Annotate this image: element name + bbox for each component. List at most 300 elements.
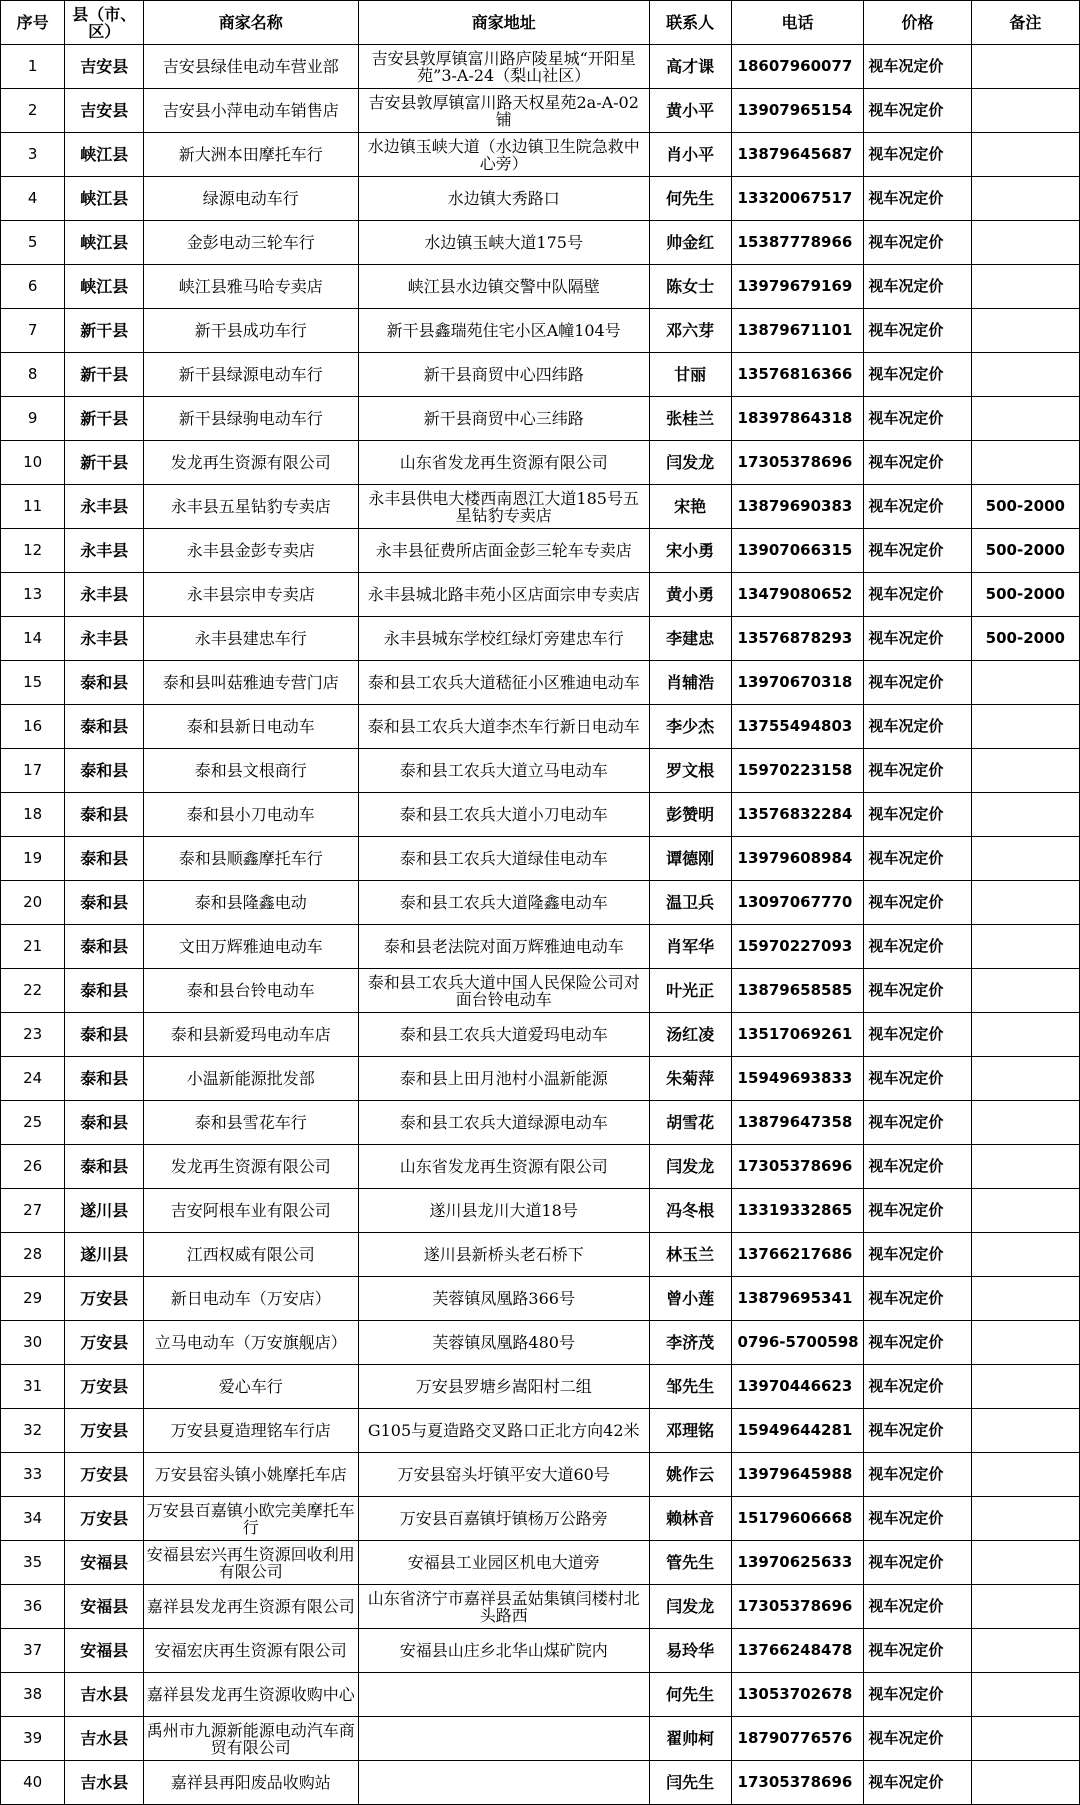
header-merchant-address: 商家地址 <box>358 1 649 45</box>
cell-merchant-name: 万安县窑头镇小姚摩托车店 <box>144 1453 359 1497</box>
cell-merchant-name: 金彭电动三轮车行 <box>144 221 359 265</box>
cell-contact: 肖军华 <box>649 925 731 969</box>
cell-phone: 13320067517 <box>731 177 864 221</box>
cell-remark <box>971 1277 1079 1321</box>
cell-merchant-name: 安福县宏兴再生资源回收利用有限公司 <box>144 1541 359 1585</box>
cell-price: 视车况定价 <box>864 1057 971 1101</box>
table-row <box>1 265 1080 309</box>
cell-phone: 13979679169 <box>731 265 864 309</box>
cell-index: 31 <box>1 1365 65 1409</box>
cell-price: 视车况定价 <box>864 1717 971 1761</box>
cell-merchant-name: 泰和县文根商行 <box>144 749 359 793</box>
cell-county: 泰和县 <box>65 969 144 1013</box>
cell-county: 遂川县 <box>65 1233 144 1277</box>
cell-county: 万安县 <box>65 1497 144 1541</box>
cell-remark <box>971 1409 1079 1453</box>
cell-merchant-name: 泰和县顺鑫摩托车行 <box>144 837 359 881</box>
cell-price: 视车况定价 <box>864 617 971 661</box>
cell-contact: 陈女士 <box>649 265 731 309</box>
cell-merchant-address <box>358 1761 649 1805</box>
cell-merchant-address: 峡江县水边镇交警中队隔壁 <box>358 265 649 309</box>
cell-merchant-name: 峡江县雅马哈专卖店 <box>144 265 359 309</box>
cell-phone: 18397864318 <box>731 397 864 441</box>
cell-phone: 13879671101 <box>731 309 864 353</box>
cell-county: 新干县 <box>65 309 144 353</box>
cell-index: 9 <box>1 397 65 441</box>
cell-county: 峡江县 <box>65 177 144 221</box>
header-county: 县（市、区） <box>65 1 144 45</box>
cell-index: 3 <box>1 133 65 177</box>
cell-county: 泰和县 <box>65 749 144 793</box>
cell-contact: 宋小勇 <box>649 529 731 573</box>
cell-phone: 15949693833 <box>731 1057 864 1101</box>
cell-merchant-address: 永丰县征费所店面金彭三轮车专卖店 <box>358 529 649 573</box>
cell-phone: 13576878293 <box>731 617 864 661</box>
cell-merchant-address: 新干县鑫瑞苑住宅小区A幢104号 <box>358 309 649 353</box>
cell-contact: 肖小平 <box>649 133 731 177</box>
cell-merchant-address: 泰和县工农兵大道中国人民保险公司对面台铃电动车 <box>358 969 649 1013</box>
cell-price: 视车况定价 <box>864 749 971 793</box>
cell-remark <box>971 133 1079 177</box>
cell-remark <box>971 1453 1079 1497</box>
cell-merchant-address: 新干县商贸中心三纬路 <box>358 397 649 441</box>
table-row <box>1 177 1080 221</box>
cell-price: 视车况定价 <box>864 573 971 617</box>
cell-county: 泰和县 <box>65 1145 144 1189</box>
cell-phone: 15970223158 <box>731 749 864 793</box>
cell-phone: 13319332865 <box>731 1189 864 1233</box>
cell-contact: 邓理铭 <box>649 1409 731 1453</box>
cell-merchant-name: 永丰县金彭专卖店 <box>144 529 359 573</box>
cell-contact: 冯冬根 <box>649 1189 731 1233</box>
cell-remark <box>971 1189 1079 1233</box>
table-row <box>1 1585 1080 1629</box>
cell-remark <box>971 265 1079 309</box>
cell-merchant-address <box>358 1717 649 1761</box>
cell-remark <box>971 1585 1079 1629</box>
header-row <box>1 1 1080 45</box>
cell-county: 永丰县 <box>65 573 144 617</box>
cell-index: 18 <box>1 793 65 837</box>
cell-price: 视车况定价 <box>864 661 971 705</box>
table-row <box>1 1629 1080 1673</box>
cell-contact: 宋艳 <box>649 485 731 529</box>
cell-merchant-address: 泰和县工农兵大道李杰车行新日电动车 <box>358 705 649 749</box>
cell-county: 安福县 <box>65 1585 144 1629</box>
table-body <box>1 45 1080 1805</box>
cell-index: 27 <box>1 1189 65 1233</box>
cell-price: 视车况定价 <box>864 1541 971 1585</box>
cell-merchant-name: 泰和县新爱玛电动车店 <box>144 1013 359 1057</box>
cell-remark <box>971 1629 1079 1673</box>
cell-county: 万安县 <box>65 1365 144 1409</box>
cell-remark <box>971 1145 1079 1189</box>
cell-merchant-name: 小温新能源批发部 <box>144 1057 359 1101</box>
cell-merchant-address: 泰和县工农兵大道嵇征小区雅迪电动车 <box>358 661 649 705</box>
table-row <box>1 1761 1080 1805</box>
cell-merchant-address: 泰和县工农兵大道绿佳电动车 <box>358 837 649 881</box>
cell-index: 26 <box>1 1145 65 1189</box>
cell-remark <box>971 353 1079 397</box>
cell-merchant-address: 泰和县工农兵大道隆鑫电动车 <box>358 881 649 925</box>
table-row <box>1 441 1080 485</box>
cell-index: 14 <box>1 617 65 661</box>
cell-merchant-address: 水边镇玉峡大道175号 <box>358 221 649 265</box>
cell-phone: 18790776576 <box>731 1717 864 1761</box>
cell-index: 7 <box>1 309 65 353</box>
cell-contact: 邹先生 <box>649 1365 731 1409</box>
cell-county: 峡江县 <box>65 221 144 265</box>
table-row <box>1 1321 1080 1365</box>
cell-index: 12 <box>1 529 65 573</box>
table-row <box>1 793 1080 837</box>
cell-merchant-name: 吉安阿根车业有限公司 <box>144 1189 359 1233</box>
cell-remark <box>971 1233 1079 1277</box>
cell-contact: 张桂兰 <box>649 397 731 441</box>
cell-contact: 闫先生 <box>649 1761 731 1805</box>
cell-county: 吉水县 <box>65 1761 144 1805</box>
cell-county: 永丰县 <box>65 617 144 661</box>
cell-merchant-name: 新干县绿驹电动车行 <box>144 397 359 441</box>
cell-county: 万安县 <box>65 1321 144 1365</box>
cell-merchant-address: 遂川县新桥头老石桥下 <box>358 1233 649 1277</box>
cell-phone: 13879658585 <box>731 969 864 1013</box>
table-row <box>1 1453 1080 1497</box>
cell-price: 视车况定价 <box>864 1497 971 1541</box>
cell-remark <box>971 793 1079 837</box>
cell-remark <box>971 881 1079 925</box>
cell-phone: 15949644281 <box>731 1409 864 1453</box>
cell-price: 视车况定价 <box>864 529 971 573</box>
cell-merchant-address: 水边镇大秀路口 <box>358 177 649 221</box>
cell-contact: 李建忠 <box>649 617 731 661</box>
cell-remark <box>971 1057 1079 1101</box>
cell-phone: 13907066315 <box>731 529 864 573</box>
cell-remark <box>971 1321 1079 1365</box>
cell-index: 2 <box>1 89 65 133</box>
cell-merchant-address: 山东省济宁市嘉祥县孟姑集镇闫楼村北头路西 <box>358 1585 649 1629</box>
table-row <box>1 89 1080 133</box>
cell-contact: 李少杰 <box>649 705 731 749</box>
cell-merchant-address: 泰和县工农兵大道小刀电动车 <box>358 793 649 837</box>
cell-remark <box>971 1673 1079 1717</box>
cell-phone: 15387778966 <box>731 221 864 265</box>
cell-contact: 闫发龙 <box>649 1585 731 1629</box>
cell-merchant-address: 泰和县上田月池村小温新能源 <box>358 1057 649 1101</box>
cell-merchant-address: 山东省发龙再生资源有限公司 <box>358 441 649 485</box>
header-contact: 联系人 <box>649 1 731 45</box>
cell-merchant-address: 芙蓉镇凤凰路366号 <box>358 1277 649 1321</box>
cell-remark: 500-2000 <box>971 485 1079 529</box>
cell-remark <box>971 837 1079 881</box>
cell-price: 视车况定价 <box>864 397 971 441</box>
table-row <box>1 397 1080 441</box>
cell-county: 安福县 <box>65 1629 144 1673</box>
cell-price: 视车况定价 <box>864 1365 971 1409</box>
cell-contact: 翟帅柯 <box>649 1717 731 1761</box>
table-row <box>1 661 1080 705</box>
cell-merchant-address: 永丰县城北路丰苑小区店面宗申专卖店 <box>358 573 649 617</box>
cell-merchant-address: 万安县罗塘乡嵩阳村二组 <box>358 1365 649 1409</box>
cell-contact: 黄小勇 <box>649 573 731 617</box>
cell-price: 视车况定价 <box>864 133 971 177</box>
cell-price: 视车况定价 <box>864 793 971 837</box>
cell-index: 37 <box>1 1629 65 1673</box>
cell-price: 视车况定价 <box>864 1233 971 1277</box>
cell-remark <box>971 397 1079 441</box>
table-row <box>1 1101 1080 1145</box>
cell-remark <box>971 661 1079 705</box>
cell-index: 33 <box>1 1453 65 1497</box>
cell-merchant-name: 嘉祥县发龙再生资源有限公司 <box>144 1585 359 1629</box>
cell-phone: 13755494803 <box>731 705 864 749</box>
cell-county: 泰和县 <box>65 793 144 837</box>
table-row <box>1 1717 1080 1761</box>
cell-index: 28 <box>1 1233 65 1277</box>
cell-county: 泰和县 <box>65 705 144 749</box>
cell-contact: 黄小平 <box>649 89 731 133</box>
cell-phone: 13479080652 <box>731 573 864 617</box>
cell-price: 视车况定价 <box>864 1673 971 1717</box>
cell-merchant-address: G105与夏造路交叉路口正北方向42米 <box>358 1409 649 1453</box>
cell-index: 35 <box>1 1541 65 1585</box>
cell-index: 8 <box>1 353 65 397</box>
cell-merchant-address: 安福县山庄乡北华山煤矿院内 <box>358 1629 649 1673</box>
cell-price: 视车况定价 <box>864 881 971 925</box>
table-row <box>1 1013 1080 1057</box>
cell-price: 视车况定价 <box>864 1101 971 1145</box>
table-row <box>1 1057 1080 1101</box>
cell-contact: 高才课 <box>649 45 731 89</box>
cell-phone: 13879647358 <box>731 1101 864 1145</box>
cell-price: 视车况定价 <box>864 1409 971 1453</box>
cell-merchant-name: 泰和县新日电动车 <box>144 705 359 749</box>
cell-merchant-name: 绿源电动车行 <box>144 177 359 221</box>
table-row <box>1 45 1080 89</box>
cell-merchant-name: 安福宏庆再生资源有限公司 <box>144 1629 359 1673</box>
cell-merchant-address: 新干县商贸中心四纬路 <box>358 353 649 397</box>
cell-price: 视车况定价 <box>864 485 971 529</box>
cell-price: 视车况定价 <box>864 1145 971 1189</box>
cell-county: 万安县 <box>65 1277 144 1321</box>
cell-price: 视车况定价 <box>864 1013 971 1057</box>
cell-remark <box>971 221 1079 265</box>
cell-remark <box>971 705 1079 749</box>
table-row <box>1 309 1080 353</box>
table-row <box>1 617 1080 661</box>
cell-price: 视车况定价 <box>864 1453 971 1497</box>
cell-price: 视车况定价 <box>864 353 971 397</box>
cell-contact: 何先生 <box>649 1673 731 1717</box>
table-row <box>1 529 1080 573</box>
cell-remark <box>971 89 1079 133</box>
cell-merchant-name: 永丰县五星钻豹专卖店 <box>144 485 359 529</box>
cell-phone: 13907965154 <box>731 89 864 133</box>
cell-contact: 易玲华 <box>649 1629 731 1673</box>
cell-index: 34 <box>1 1497 65 1541</box>
cell-remark <box>971 1013 1079 1057</box>
cell-index: 36 <box>1 1585 65 1629</box>
cell-remark <box>971 749 1079 793</box>
cell-phone: 13766217686 <box>731 1233 864 1277</box>
cell-index: 15 <box>1 661 65 705</box>
table-row <box>1 353 1080 397</box>
cell-merchant-name: 文田万辉雅迪电动车 <box>144 925 359 969</box>
cell-index: 25 <box>1 1101 65 1145</box>
cell-price: 视车况定价 <box>864 1277 971 1321</box>
cell-contact: 邓六芽 <box>649 309 731 353</box>
cell-merchant-address: 泰和县老法院对面万辉雅迪电动车 <box>358 925 649 969</box>
cell-merchant-name: 新大洲本田摩托车行 <box>144 133 359 177</box>
cell-merchant-name: 万安县夏造理铭车行店 <box>144 1409 359 1453</box>
cell-remark <box>971 1761 1079 1805</box>
cell-county: 泰和县 <box>65 925 144 969</box>
cell-price: 视车况定价 <box>864 45 971 89</box>
table-row <box>1 1497 1080 1541</box>
cell-price: 视车况定价 <box>864 925 971 969</box>
table-row <box>1 925 1080 969</box>
cell-merchant-name: 江西权威有限公司 <box>144 1233 359 1277</box>
cell-merchant-name: 吉安县绿佳电动车营业部 <box>144 45 359 89</box>
cell-index: 13 <box>1 573 65 617</box>
header-merchant-name: 商家名称 <box>144 1 359 45</box>
cell-index: 1 <box>1 45 65 89</box>
cell-merchant-address: 水边镇玉峡大道（水边镇卫生院急救中心旁） <box>358 133 649 177</box>
cell-contact: 闫发龙 <box>649 441 731 485</box>
cell-merchant-name: 泰和县隆鑫电动 <box>144 881 359 925</box>
cell-index: 16 <box>1 705 65 749</box>
cell-county: 新干县 <box>65 353 144 397</box>
cell-price: 视车况定价 <box>864 89 971 133</box>
cell-merchant-address: 山东省发龙再生资源有限公司 <box>358 1145 649 1189</box>
cell-phone: 13970625633 <box>731 1541 864 1585</box>
cell-merchant-name: 万安县百嘉镇小欧完美摩托车行 <box>144 1497 359 1541</box>
cell-index: 38 <box>1 1673 65 1717</box>
cell-contact: 何先生 <box>649 177 731 221</box>
cell-phone: 13879690383 <box>731 485 864 529</box>
cell-price: 视车况定价 <box>864 221 971 265</box>
table-row <box>1 1365 1080 1409</box>
cell-phone: 13879645687 <box>731 133 864 177</box>
cell-county: 泰和县 <box>65 881 144 925</box>
cell-merchant-address: 芙蓉镇凤凰路480号 <box>358 1321 649 1365</box>
cell-merchant-name: 永丰县建忠车行 <box>144 617 359 661</box>
cell-price: 视车况定价 <box>864 1321 971 1365</box>
cell-phone: 13979645988 <box>731 1453 864 1497</box>
table-row <box>1 837 1080 881</box>
cell-merchant-name: 爱心车行 <box>144 1365 359 1409</box>
cell-contact: 彭赞明 <box>649 793 731 837</box>
cell-price: 视车况定价 <box>864 1585 971 1629</box>
cell-phone: 13970670318 <box>731 661 864 705</box>
cell-merchant-address: 遂川县龙川大道18号 <box>358 1189 649 1233</box>
cell-remark <box>971 1541 1079 1585</box>
cell-index: 21 <box>1 925 65 969</box>
cell-phone: 18607960077 <box>731 45 864 89</box>
cell-merchant-address: 永丰县城东学校红绿灯旁建忠车行 <box>358 617 649 661</box>
cell-merchant-name: 新干县成功车行 <box>144 309 359 353</box>
cell-remark <box>971 969 1079 1013</box>
table-row <box>1 1277 1080 1321</box>
table-row <box>1 705 1080 749</box>
cell-phone: 13979608984 <box>731 837 864 881</box>
cell-phone: 13097067770 <box>731 881 864 925</box>
cell-remark <box>971 1365 1079 1409</box>
cell-county: 吉安县 <box>65 89 144 133</box>
cell-contact: 罗文根 <box>649 749 731 793</box>
cell-county: 新干县 <box>65 397 144 441</box>
cell-remark <box>971 925 1079 969</box>
cell-phone: 13053702678 <box>731 1673 864 1717</box>
cell-phone: 13879695341 <box>731 1277 864 1321</box>
table-row <box>1 1145 1080 1189</box>
cell-index: 19 <box>1 837 65 881</box>
cell-index: 4 <box>1 177 65 221</box>
table-row <box>1 1189 1080 1233</box>
cell-contact: 管先生 <box>649 1541 731 1585</box>
cell-remark <box>971 45 1079 89</box>
cell-price: 视车况定价 <box>864 441 971 485</box>
header-price: 价格 <box>864 1 971 45</box>
cell-merchant-name: 立马电动车（万安旗舰店） <box>144 1321 359 1365</box>
cell-contact: 姚作云 <box>649 1453 731 1497</box>
cell-county: 泰和县 <box>65 1101 144 1145</box>
cell-remark: 500-2000 <box>971 617 1079 661</box>
cell-remark <box>971 309 1079 353</box>
cell-index: 20 <box>1 881 65 925</box>
cell-merchant-name: 泰和县小刀电动车 <box>144 793 359 837</box>
cell-county: 泰和县 <box>65 1013 144 1057</box>
cell-contact: 胡雪花 <box>649 1101 731 1145</box>
cell-remark: 500-2000 <box>971 529 1079 573</box>
cell-index: 39 <box>1 1717 65 1761</box>
cell-remark: 500-2000 <box>971 573 1079 617</box>
cell-phone: 13576816366 <box>731 353 864 397</box>
cell-county: 峡江县 <box>65 265 144 309</box>
cell-price: 视车况定价 <box>864 1629 971 1673</box>
cell-index: 11 <box>1 485 65 529</box>
header-index: 序号 <box>1 1 65 45</box>
cell-county: 吉安县 <box>65 45 144 89</box>
cell-remark <box>971 441 1079 485</box>
cell-merchant-name: 泰和县台铃电动车 <box>144 969 359 1013</box>
table-row <box>1 1233 1080 1277</box>
cell-merchant-address: 泰和县工农兵大道爱玛电动车 <box>358 1013 649 1057</box>
cell-phone: 17305378696 <box>731 1145 864 1189</box>
cell-contact: 温卫兵 <box>649 881 731 925</box>
table-row <box>1 1673 1080 1717</box>
cell-index: 6 <box>1 265 65 309</box>
cell-merchant-name: 嘉祥县发龙再生资源收购中心 <box>144 1673 359 1717</box>
cell-index: 10 <box>1 441 65 485</box>
cell-county: 万安县 <box>65 1453 144 1497</box>
cell-remark <box>971 1497 1079 1541</box>
cell-county: 永丰县 <box>65 485 144 529</box>
cell-index: 17 <box>1 749 65 793</box>
cell-price: 视车况定价 <box>864 309 971 353</box>
cell-merchant-address: 万安县窑头圩镇平安大道60号 <box>358 1453 649 1497</box>
table-row <box>1 969 1080 1013</box>
cell-county: 遂川县 <box>65 1189 144 1233</box>
cell-contact: 曾小莲 <box>649 1277 731 1321</box>
cell-phone: 0796-5700598 <box>731 1321 864 1365</box>
header-phone: 电话 <box>731 1 864 45</box>
cell-contact: 肖辅浩 <box>649 661 731 705</box>
table-row <box>1 881 1080 925</box>
table-row <box>1 749 1080 793</box>
cell-county: 泰和县 <box>65 1057 144 1101</box>
cell-contact: 帅金红 <box>649 221 731 265</box>
